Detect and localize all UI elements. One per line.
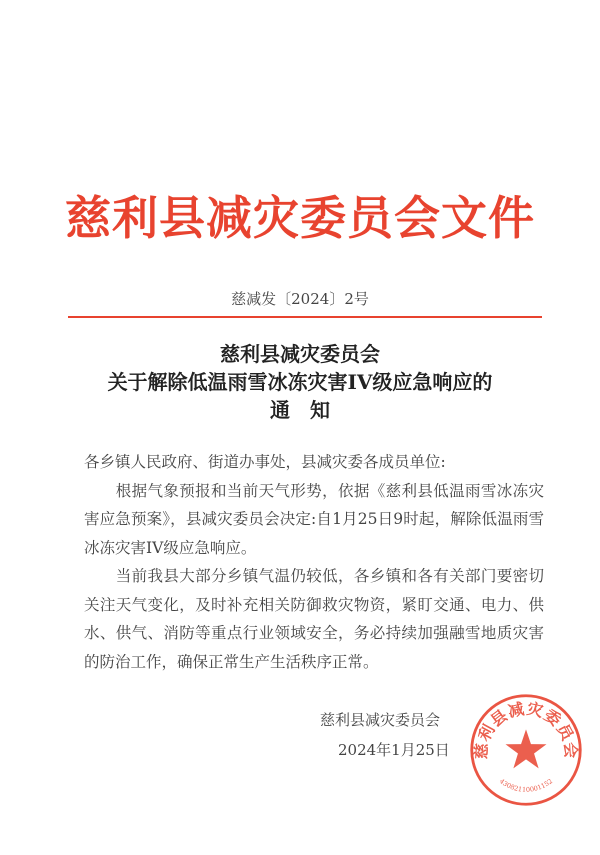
signature-org: 慈利县减灾委员会 xyxy=(320,711,441,729)
official-seal xyxy=(468,692,584,808)
seal-code: 43082110001152 xyxy=(497,777,555,794)
notice-title-line3: 通 知 xyxy=(270,398,330,422)
signature-date: 2024年1月25日 xyxy=(338,741,450,759)
document-number: 慈减发〔2024〕2号 xyxy=(231,290,369,308)
notice-body xyxy=(84,448,581,840)
paragraph-2: 当前我县大部分乡镇气温仍较低，各乡镇和各有关部门要密切关注天气变化，及时补充相关防御救灾物资，紧盯交通、电力、供水、供气、消防等重点行业领域安全，务必持续加强融雪地质灾害的防治工作，确保正常生产生活秩序正常。 xyxy=(84,567,544,671)
seal-text: 慈利县减灾委员会 xyxy=(471,698,581,760)
red-divider xyxy=(68,316,542,318)
notice-title-line2: 关于解除低温雨雪冰冻灾害IV级应急响应的 xyxy=(107,370,493,394)
signature-block xyxy=(84,698,581,840)
notice-title-line1: 慈利县减灾委员会 xyxy=(220,342,380,366)
seal-star-icon xyxy=(506,729,547,768)
salutation: 各乡镇人民政府、街道办事处，县减灾委各成员单位: xyxy=(84,453,446,471)
document-header-title: 慈利县减灾委员会文件 xyxy=(65,191,535,245)
paragraph-1: 根据气象预报和当前天气形势，依据《慈利县低温雨雪冰冻灾害应急预案》，县减灾委员会决定:自1月25日9时起，解除低温雨雪冰冻灾害IV级应急响应。 xyxy=(84,481,544,557)
